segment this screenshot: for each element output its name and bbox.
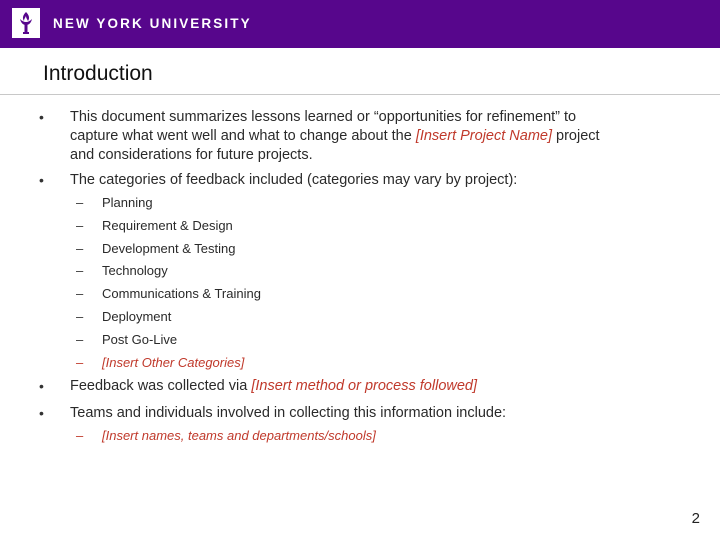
bullet-1-line-3: and considerations for future projects.	[70, 147, 313, 163]
dash-marker: –	[76, 195, 84, 210]
bullet-2-text: The categories of feedback included (categories may vary by project):	[70, 172, 518, 188]
page-number: 2	[691, 510, 700, 527]
dash-marker: –	[76, 309, 84, 324]
dash-marker: –	[76, 241, 84, 256]
bullet-marker: •	[39, 172, 44, 188]
dash-marker: –	[76, 332, 84, 347]
category-item: Post Go-Live	[102, 332, 178, 347]
torch-icon	[12, 8, 40, 38]
bullet-1-text: capture what went well and what to change about the	[70, 128, 416, 144]
bullet-marker: •	[39, 378, 44, 394]
org-name: NEW YORK UNIVERSITY	[53, 16, 252, 31]
dash-marker: –	[76, 355, 84, 370]
logo	[12, 8, 40, 38]
project-name-placeholder: [Insert Project Name]	[415, 128, 552, 144]
bullet-1-text-end: project	[552, 128, 600, 144]
category-item: Deployment	[102, 309, 172, 324]
title-divider	[0, 94, 720, 95]
dash-marker: –	[76, 286, 84, 301]
bullet-1-line-2	[70, 126, 600, 146]
category-item: Communications & Training	[102, 286, 261, 301]
dash-marker: –	[76, 263, 84, 278]
other-categories-placeholder: [Insert Other Categories]	[102, 355, 245, 370]
bullet-1-line-1: This document summarizes lessons learned or “opportunities for refinement” to	[70, 109, 577, 125]
bullet-marker: •	[39, 109, 44, 125]
category-item: Planning	[102, 195, 153, 210]
dash-marker: –	[76, 218, 84, 233]
header-bar	[0, 0, 720, 48]
bullet-marker: •	[39, 405, 44, 421]
category-item: Development & Testing	[102, 241, 236, 256]
category-item: Technology	[102, 263, 168, 278]
bullet-4-text: Teams and individuals involved in collecting this information include:	[70, 405, 507, 421]
dash-marker: –	[76, 428, 84, 443]
bullet-3-line	[70, 376, 477, 396]
slide-title: Introduction	[43, 62, 153, 85]
names-teams-placeholder: [Insert names, teams and departments/schools]	[102, 428, 376, 443]
method-placeholder: [Insert method or process followed]	[251, 378, 478, 394]
bullet-3-text: Feedback was collected via	[70, 378, 252, 394]
category-item: Requirement & Design	[102, 218, 233, 233]
